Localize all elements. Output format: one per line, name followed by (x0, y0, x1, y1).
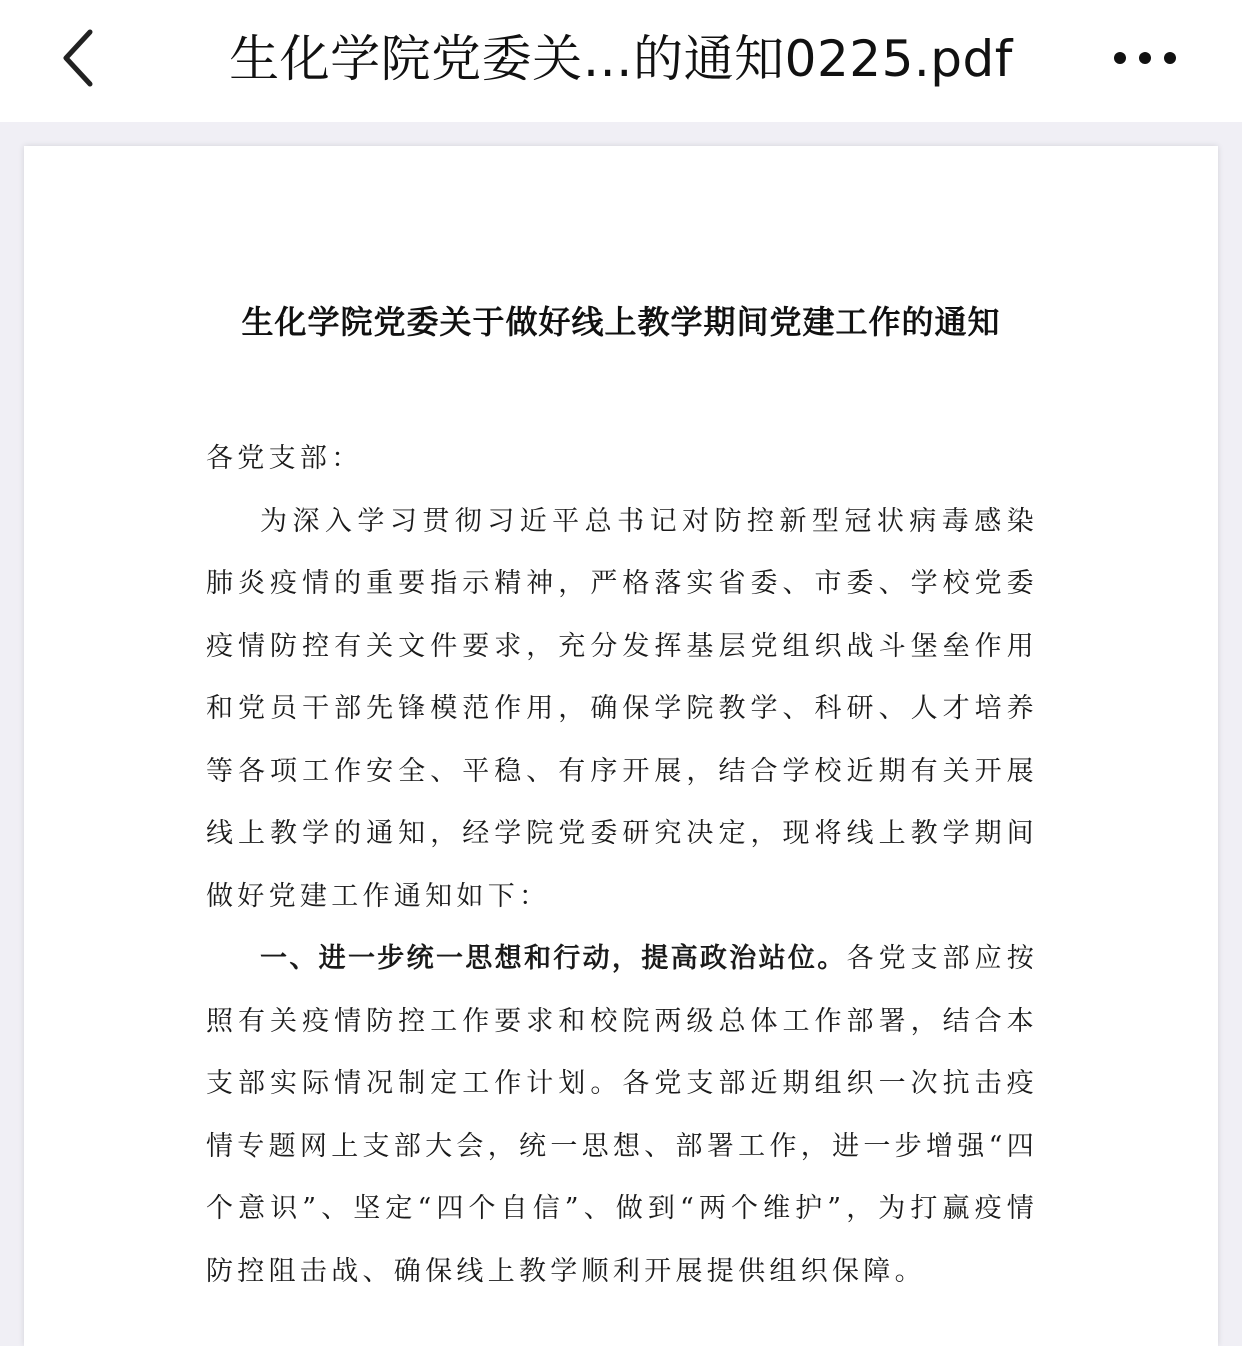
salutation: 各党支部： (206, 443, 363, 474)
chevron-left-icon (52, 22, 112, 94)
back-button[interactable] (52, 22, 112, 94)
document-title: 生化学院党委关…的通知0225.pdf (229, 30, 1013, 88)
notice-heading: 生化学院党委关于做好线上教学期间党建工作的通知 (241, 303, 1001, 341)
intro-paragraph: 为深入学习贯彻习近平总书记对防控新型冠状病毒感染肺炎疫情的重要指示精神，严格落实省委、市委、学校党委疫情防控有关文件要求，充分发挥基层党组织战斗堡垒作用和党员干部先锋模范作用，确保学院教学、科研、人才培养等各项工作安全、平稳、有序开展，结合学校近期有关开展线上教学的通知，经学院党委研究决定，现将线上教学期间做好党建工作通知如下： (206, 505, 1038, 912)
pdf-page (24, 146, 1218, 1346)
ellipsis-icon (1110, 40, 1180, 76)
pdf-viewer[interactable] (0, 122, 1242, 1287)
section-1-text: 各党支部应按照有关疫情防控工作要求和校院两级总体工作部署，结合本支部实际情况制定工作计划。各党支部近期组织一次抗击疫情专题网上支部大会，统一思想、部署工作，进一步增强“四个意识”、坚定“四个自信”、做到“两个维护”，为打赢疫情防控阻击战、确保线上教学顺利开展提供组织保障。 (206, 943, 1038, 1287)
top-navigation-bar (0, 0, 1242, 122)
section-1-title: 一、进一步统一思想和行动，提高政治站位。 (260, 943, 847, 974)
more-options-button[interactable] (1110, 40, 1180, 76)
notice-body (206, 428, 1038, 1303)
section-1-paragraph (206, 928, 1038, 1303)
